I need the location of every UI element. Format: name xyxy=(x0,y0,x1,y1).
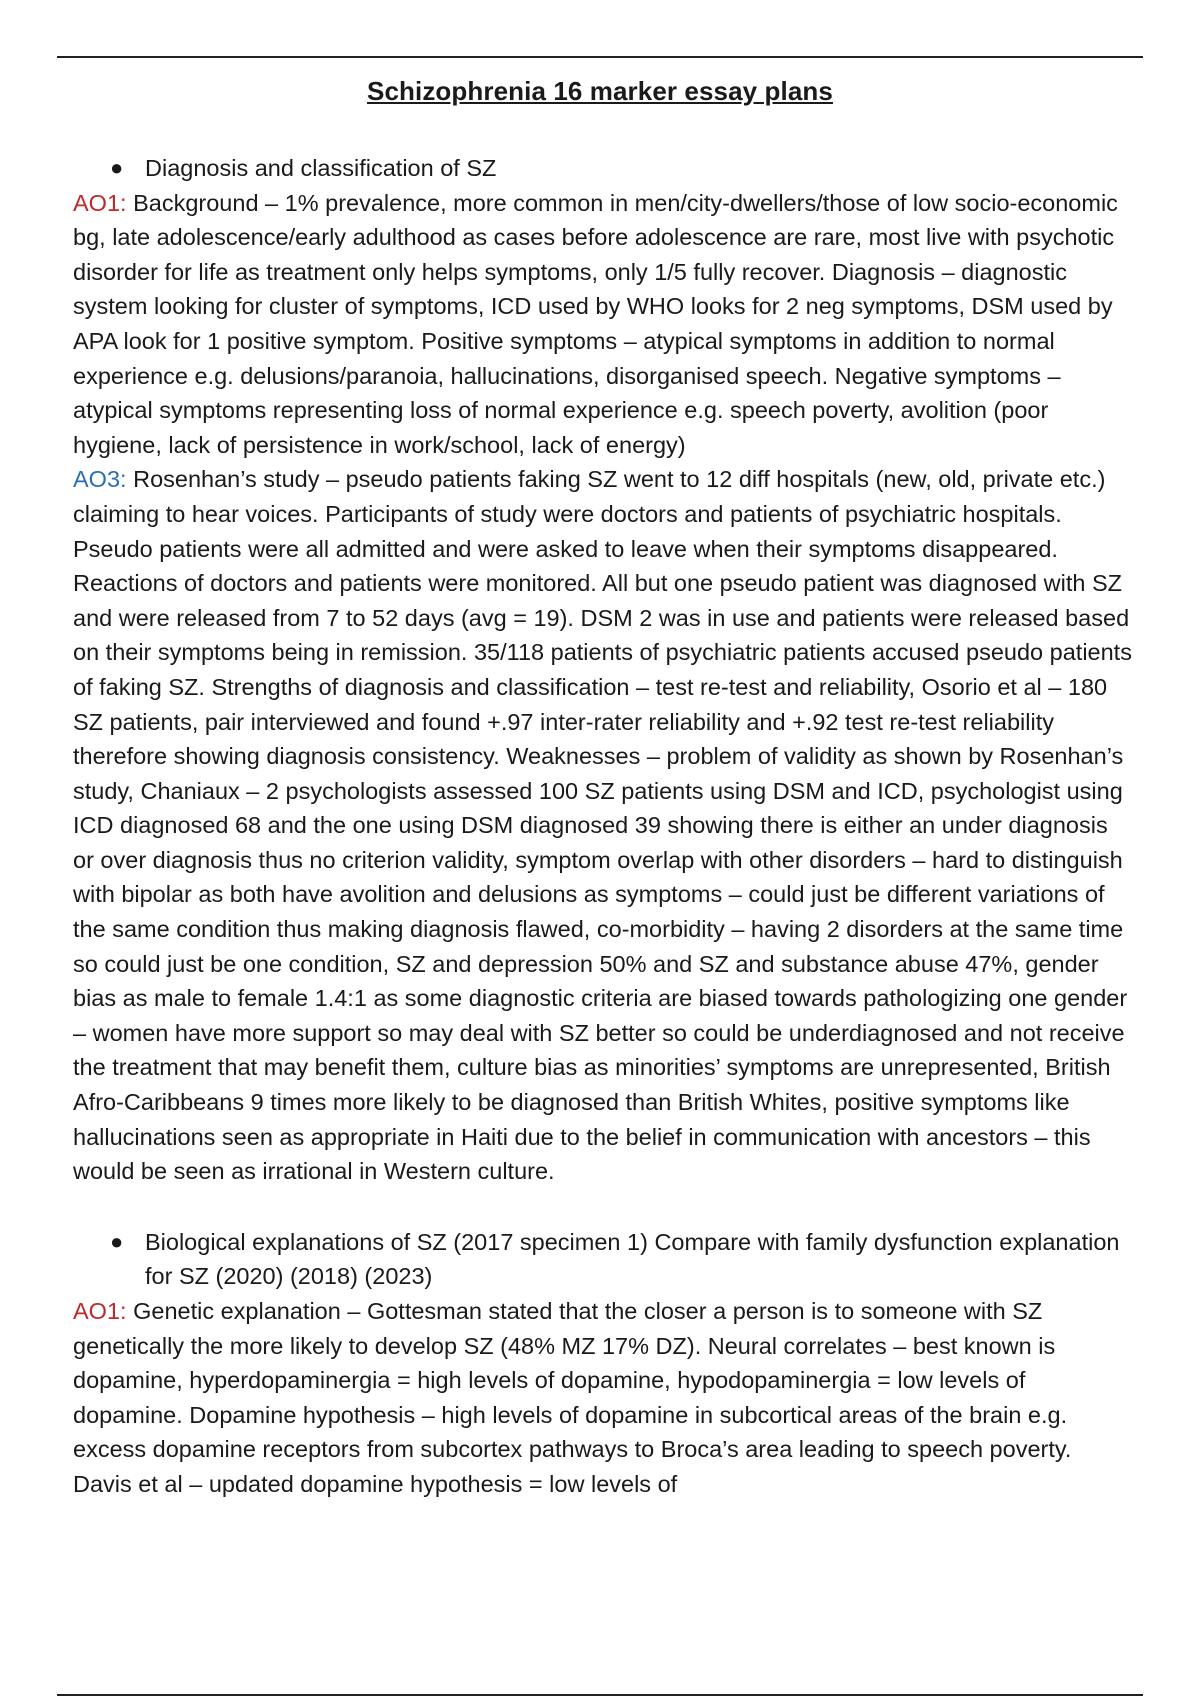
ao1-label: AO1: xyxy=(73,189,127,216)
section-heading-diagnosis xyxy=(73,151,1133,186)
section-heading-text: Diagnosis and classification of SZ xyxy=(145,155,497,181)
bottom-divider xyxy=(57,1694,1143,1696)
bullet-icon: ● xyxy=(110,1228,124,1254)
section-heading-biological xyxy=(73,1225,1133,1294)
ao1-paragraph xyxy=(73,186,1133,463)
ao3-paragraph xyxy=(73,462,1133,1188)
document-body xyxy=(73,151,1133,1502)
ao1-label: AO1: xyxy=(73,1298,127,1324)
ao1-text: Genetic explanation – Gottesman stated that the closer a person is to someone with SZ genetically the more likely to develop SZ (48% MZ 17% DZ). Neural correlates – best known is dopamine, hyperdopaminergia = high levels of dopamine, hypodopaminergia = low levels of dopamine. Dopamine hypothesis – high levels of dopamine in subcortical areas of the brain e.g. excess dopamine receptors from subcortex pathways to Broca’s area leading to speech poverty. Davis et al – updated dopamine hypothesis = low levels of xyxy=(73,1298,1072,1497)
ao1-paragraph xyxy=(73,1294,1133,1502)
section-spacer xyxy=(73,1189,1133,1225)
section-heading-text: Biological explanations of SZ (2017 specimen 1) Compare with family dysfunction explanation for SZ (2020) (2018) (2023) xyxy=(145,1228,1120,1290)
ao3-text: Rosenhan’s study – pseudo patients faking SZ went to 12 diff hospitals (new, old, private etc.) claiming to hear voices. Participants of study were doctors and patients of psychiatric hospitals. Pseudo patients were all admitted and were asked to leave when their symptoms disappeared. Reactions of doctors and patients were monitored. All but one pseudo patient was diagnosed with SZ and were released from 7 to 52 days (avg = 19). DSM 2 was in use and patients were released based on their symptoms being in remission. 35/118 patients of psychiatric patients accused pseudo patients of faking SZ. Strengths of diagnosis and classification – test re-test and reliability, Osorio et al – 180 SZ patients, pair interviewed and found +.97 inter-rater reliability and +.92 test re-test reliability therefore showing diagnosis consistency. Weaknesses – problem of validity as shown by Rosenhan’s study, Chaniaux – 2 psychologists assessed 100 SZ patients using DSM and ICD, psychologist using ICD diagnosed 68 and the one using DSM diagnosed 39 showing there is either an under diagnosis or over diagnosis thus no criterion validity, symptom overlap with other disorders – hard to distinguish with bipolar as both have avolition and delusions as symptoms – could just be different variations of the same condition thus making diagnosis flawed, co-morbidity – having 2 disorders at the same time so could just be one condition, SZ and depression 50% and SZ and substance abuse 47%, gender bias as male to female 1.4:1 as some diagnostic criteria are biased towards pathologizing one gender – women have more support so may deal with SZ better so could be underdiagnosed and not receive the treatment that may benefit them, culture bias as minorities’ symptoms are unrepresented, British Afro-Caribbeans 9 times more likely to be diagnosed than British Whites, positive symptoms like hallucinations seen as appropriate in Haiti due to the belief in communication with ancestors – this would be seen as irrational in Western culture. xyxy=(73,466,1132,1185)
ao3-label: AO3: xyxy=(73,466,127,493)
page-title: Schizophrenia 16 marker essay plans xyxy=(367,76,833,106)
top-divider xyxy=(57,56,1143,58)
bullet-icon: ● xyxy=(110,155,124,180)
ao1-text: Background – 1% prevalence, more common in men/city-dwellers/those of low socio-economic bg, late adolescence/early adulthood as cases before adolescence are rare, most live with psychotic disorder for life as treatment only helps symptoms, only 1/5 fully recover. Diagnosis – diagnostic system looking for cluster of symptoms, ICD used by WHO looks for 2 neg symptoms, DSM used by APA look for 1 positive symptom. Positive symptoms – atypical symptoms in addition to normal experience e.g. delusions/paranoia, hallucinations, disorganised speech. Negative symptoms – atypical symptoms representing loss of normal experience e.g. speech poverty, avolition (poor hygiene, lack of persistence in work/school, lack of energy) xyxy=(73,189,1118,458)
